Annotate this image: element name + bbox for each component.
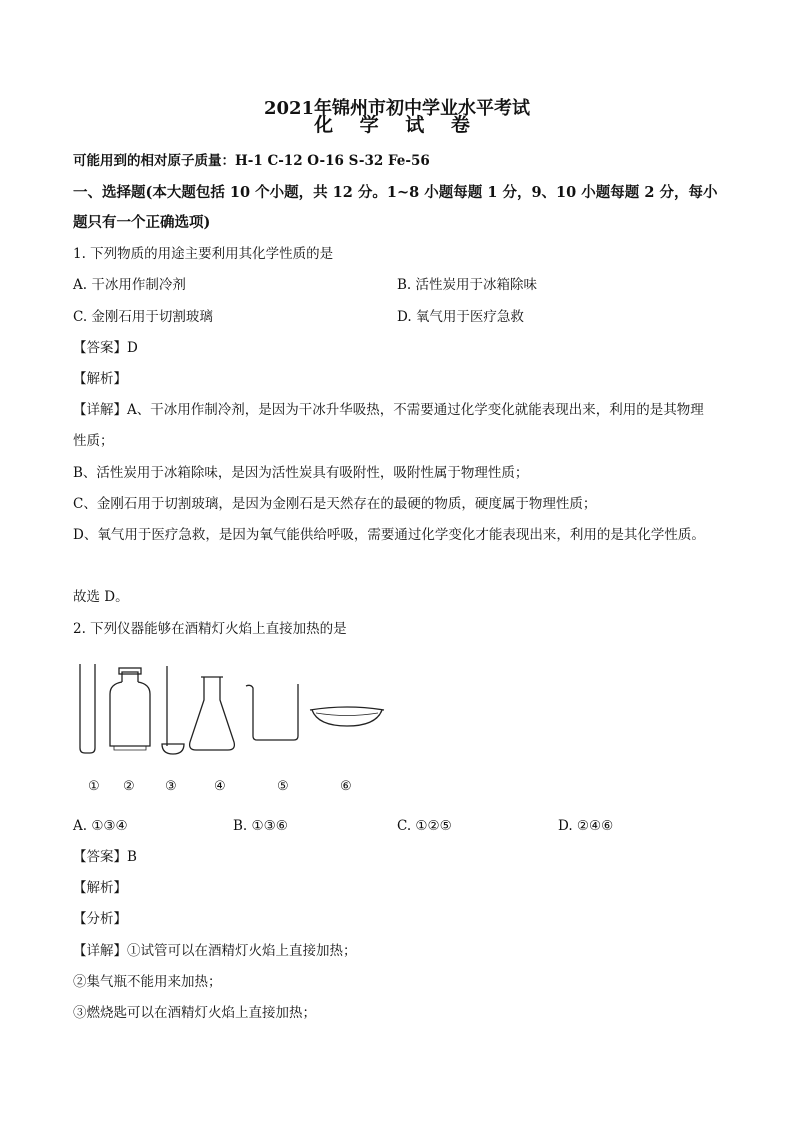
- q2-stem: 2. 下列仪器能够在酒精灯火焰上直接加热的是: [73, 621, 347, 637]
- q2-option-a: A. ①③④: [73, 818, 128, 834]
- combustion-spoon-drawing: [162, 666, 184, 754]
- q1-stem: 1. 下列物质的用途主要利用其化学性质的是: [73, 246, 334, 262]
- q1-option-a: A. 干冰用作制冷剂: [73, 277, 186, 293]
- q1-detail-line: C、金刚石用于切割玻璃，是因为金刚石是天然存在的最硬的物质，硬度属于物理性质；: [73, 496, 597, 512]
- test-tube-drawing: [80, 664, 95, 753]
- q2-option-b: B. ①③⑥: [233, 818, 288, 834]
- figure-label-3: ③: [165, 779, 177, 794]
- q1-conclusion: 故选 D。: [73, 589, 129, 605]
- q1-option-c: C. 金刚石用于切割玻璃: [73, 309, 213, 325]
- conical-flask-drawing: [190, 677, 235, 750]
- q2-fenxi-label: 【分析】: [73, 911, 127, 927]
- q1-detail-line: D、氧气用于医疗急救，是因为氧气能供给呼吸，需要通过化学变化才能表现出来，利用的是其化学性质。: [73, 527, 705, 543]
- q2-analysis-label: 【解析】: [73, 880, 127, 896]
- beaker-drawing: [246, 684, 298, 740]
- figure-label-2: ②: [123, 779, 135, 794]
- q1-answer: 【答案】D: [73, 340, 138, 356]
- gas-bottle-drawing: [110, 668, 150, 750]
- page-subtitle: 化 学 试 卷: [314, 114, 480, 136]
- q1-detail-line: 【详解】A、干冰用作制冷剂，是因为干冰升华吸热，不需要通过化学变化就能表现出来，利用的是其物理: [73, 402, 704, 418]
- evaporating-dish-drawing: [310, 707, 384, 726]
- figure-label-6: ⑥: [340, 779, 352, 794]
- page-title: 2021年锦州市初中学业水平考试: [263, 98, 531, 119]
- q1-detail-line: 性质；: [73, 433, 114, 449]
- q2-option-d: D. ②④⑥: [558, 818, 614, 834]
- figure-label-4: ④: [214, 779, 226, 794]
- q1-detail-line: B、活性炭用于冰箱除味，是因为活性炭具有吸附性，吸附性属于物理性质；: [73, 465, 529, 481]
- q1-analysis-label: 【解析】: [73, 371, 127, 387]
- q2-detail-line: ②集气瓶不能用来加热；: [73, 974, 222, 990]
- section-heading-line1: 一、选择题(本大题包括 10 个小题，共 12 分。1~8 小题每题 1 分，9、10 小题每题 2 分，每小: [73, 184, 718, 201]
- q2-detail-line: ③燃烧匙可以在酒精灯火焰上直接加热；: [73, 1005, 316, 1021]
- q1-option-b: B. 活性炭用于冰箱除味: [397, 277, 538, 293]
- figure-label-1: ①: [88, 779, 100, 794]
- section-heading-line2: 题只有一个正确选项): [73, 214, 211, 231]
- figure-label-5: ⑤: [277, 779, 289, 794]
- q2-option-c: C. ①②⑤: [397, 818, 452, 834]
- atomic-masses: 可能用到的相对原子质量：H-1 C-12 O-16 S-32 Fe-56: [73, 153, 430, 169]
- q2-detail-line: 【详解】①试管可以在酒精灯火焰上直接加热；: [73, 943, 357, 959]
- q1-option-d: D. 氧气用于医疗急救: [397, 309, 524, 325]
- q2-answer: 【答案】B: [73, 849, 137, 865]
